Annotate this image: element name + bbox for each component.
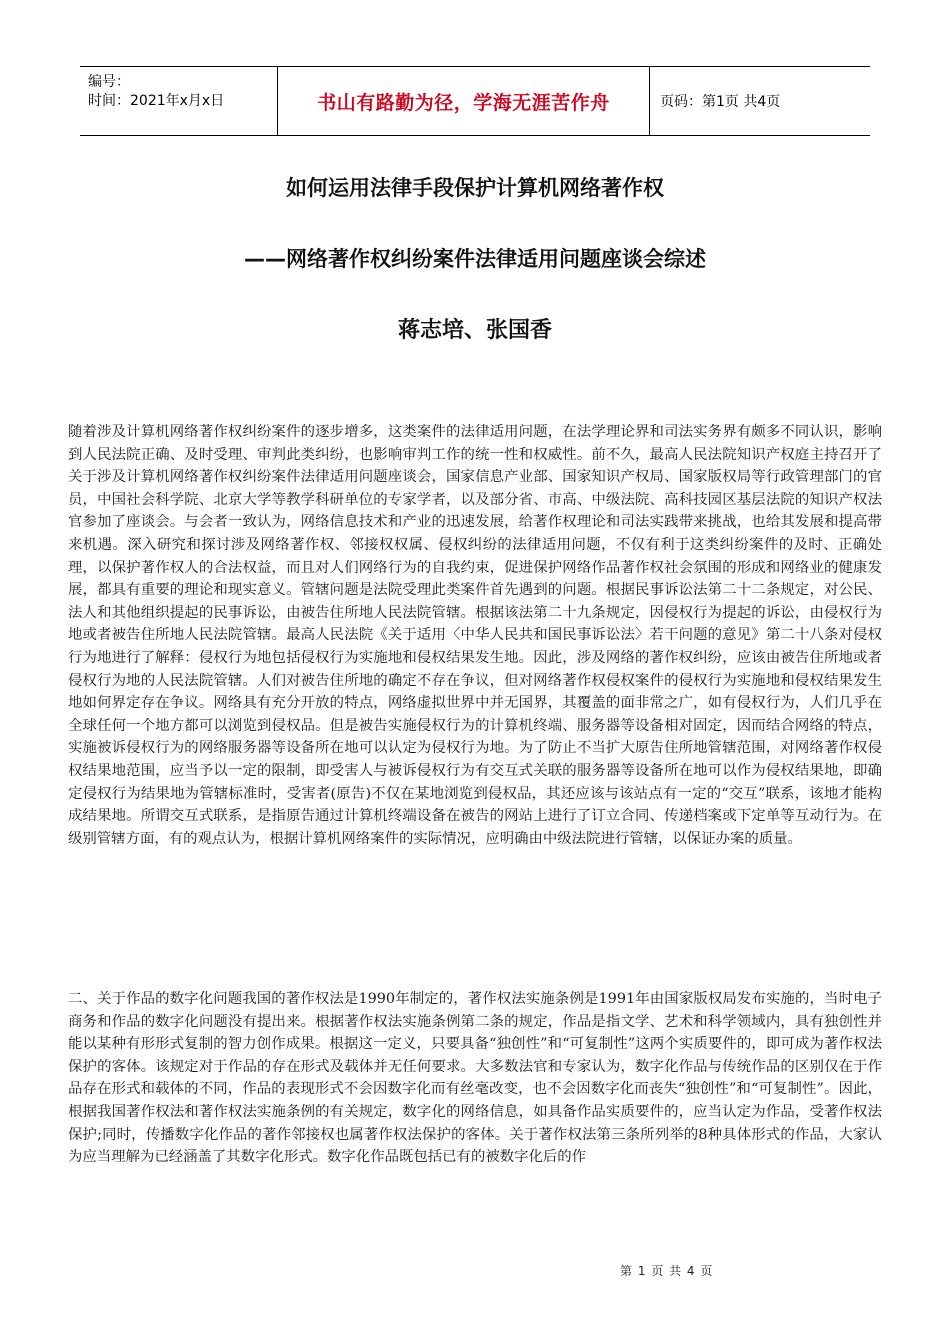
page-footer: 第 1 页 共 4 页 [620,1264,714,1278]
document-title: 如何运用法律手段保护计算机网络著作权 [286,176,664,200]
document-authors: 蒋志培、张国香 [397,318,552,343]
header-motto: 书山有路勤为径，学海无涯苦作舟 [278,67,650,135]
header-table [80,66,870,136]
header-page-label: 页码：第1页 共4页 [660,94,781,110]
document-number-label: 编号： [88,74,130,90]
body-paragraph: 随着涉及计算机网络著作权纠纷案件的逐步增多，这类案件的法律适用问题，在法学理论界和司法实务界有颇多不同认识，影响到人民法院正确、及时受理、审判此类纠纷，也影响审判工作的统一性和权威性。前不久，最高人民法院知识产权庭主持召开了关于涉及计算机网络著作权纠纷案件法律适用问题座谈会，国家信息产业部、国家知识产权局、国家版权局等行政管理部门的官员，中国社会科学院、北京大学等教学科研单位的专家学者，以及部分省、市高、中级法院、高科技园区基层法院的知识产权法官参加了座谈会。与会者一致认为，网络信息技术和产业的迅速发展，给著作权理论和司法实践带来挑战，也给其发展和提高带来机遇。深入研究和探讨涉及网络著作权、邻接权权属、侵权纠纷的法律适用问题，不仅有利于这类纠纷案件的及时、正确处理，以保护著作权人的合法权益，而且对人们网络行为的自我约束，促进保护网络作品著作权社会氛围的形成和网络业的健康发展，都具有重要的理论和现实意义。管辖问题是法院受理此类案件首先遇到的问题。根据民事诉讼法第二十二条规定，对公民、法人和其他组织提起的民事诉讼，由被告住所地人民法院管辖。根据该法第二十九条规定，因侵权行为提起的诉讼，由侵权行为地或者被告住所地人民法院管辖。最高人民法院《关于适用〈中华人民共和国民事诉讼法〉若干问题的意见》第二十八条对侵权行为地进行了解释：侵权行为地包括侵权行为实施地和侵权结果发生地。因此，涉及网络的著作权纠纷，应该由被告住所地或者侵权行为地的人民法院管辖。人们对被告住所地的确定不存在争议，但对网络著作权侵权案件的侵权行为实施地和侵权结果发生地如何界定存在争议。网络具有充分开放的特点，网络虚拟世界中并无国界，其覆盖的面非常之广，如有侵权行为，人们几乎在全球任何一个地方都可以浏览到侵权品。但是被告实施侵权行为的计算机终端、服务器等设备相对固定，因而结合网络的特点，实施被诉侵权行为的网络服务器等设备所在地可以认定为侵权行为地。为了防止不当扩大原告住所地管辖范围，对网络著作权侵权结果地范围，应当予以一定的限制，即受害人与被诉侵权行为有交互式关联的服务器等设备所在地可以作为侵权结果地，即确定侵权行为结果地为管辖标准时，受害者(原告)不仅在某地浏览到侵权品，其还应该与该站点有一定的“交互”联系，该地才能构成结果地。所谓交互式联系，是指原告通过计算机终端设备在被告的网站上进行了订立合同、传递档案或下定单等互动行为。在级别管辖方面，有的观点认为，根据计算机网络案件的实际情况，应明确由中级法院进行管辖，以保证办案的质量。 [68,424,882,847]
document-time-label: 时间：2021年x月x日 [88,93,225,109]
header-meta-cell [80,67,278,135]
document-subtitle: ——网络著作权纠纷案件法律适用问题座谈会综述 [244,247,706,271]
body-paragraph: 二、关于作品的数字化问题我国的著作权法是1990年制定的，著作权法实施条例是1991年由国家版权局发布实施的，当时电子商务和作品的数字化问题没有提出来。根据著作权法实施条例第二条的规定，作品是指文学、艺术和科学领域内，具有独创性并能以某种有形形式复制的智力创作成果。根据这一定义，只要具备“独创性”和“可复制性”这两个实质要件的，即可成为著作权法保护的客体。该规定对于作品的存在形式及载体并无任何要求。大多数法官和专家认为，数字化作品与传统作品的区别仅在于作品存在形式和载体的不同，作品的表现形式不会因数字化而有丝毫改变，也不会因数字化而丧失“独创性”和“可复制性”。因此，根据我国著作权法和著作权法实施条例的有关规定，数字化的网络信息，如具备作品实质要件的，应当认定为作品，受著作权法保护;同时，传播数字化作品的著作邻接权也属著作权法保护的客体。关于著作权法第三条所列举的8种具体形式的作品，大家认为应当理解为已经涵盖了其数字化形式。数字化作品既包括已有的被数字化后的作 [68,991,882,1166]
